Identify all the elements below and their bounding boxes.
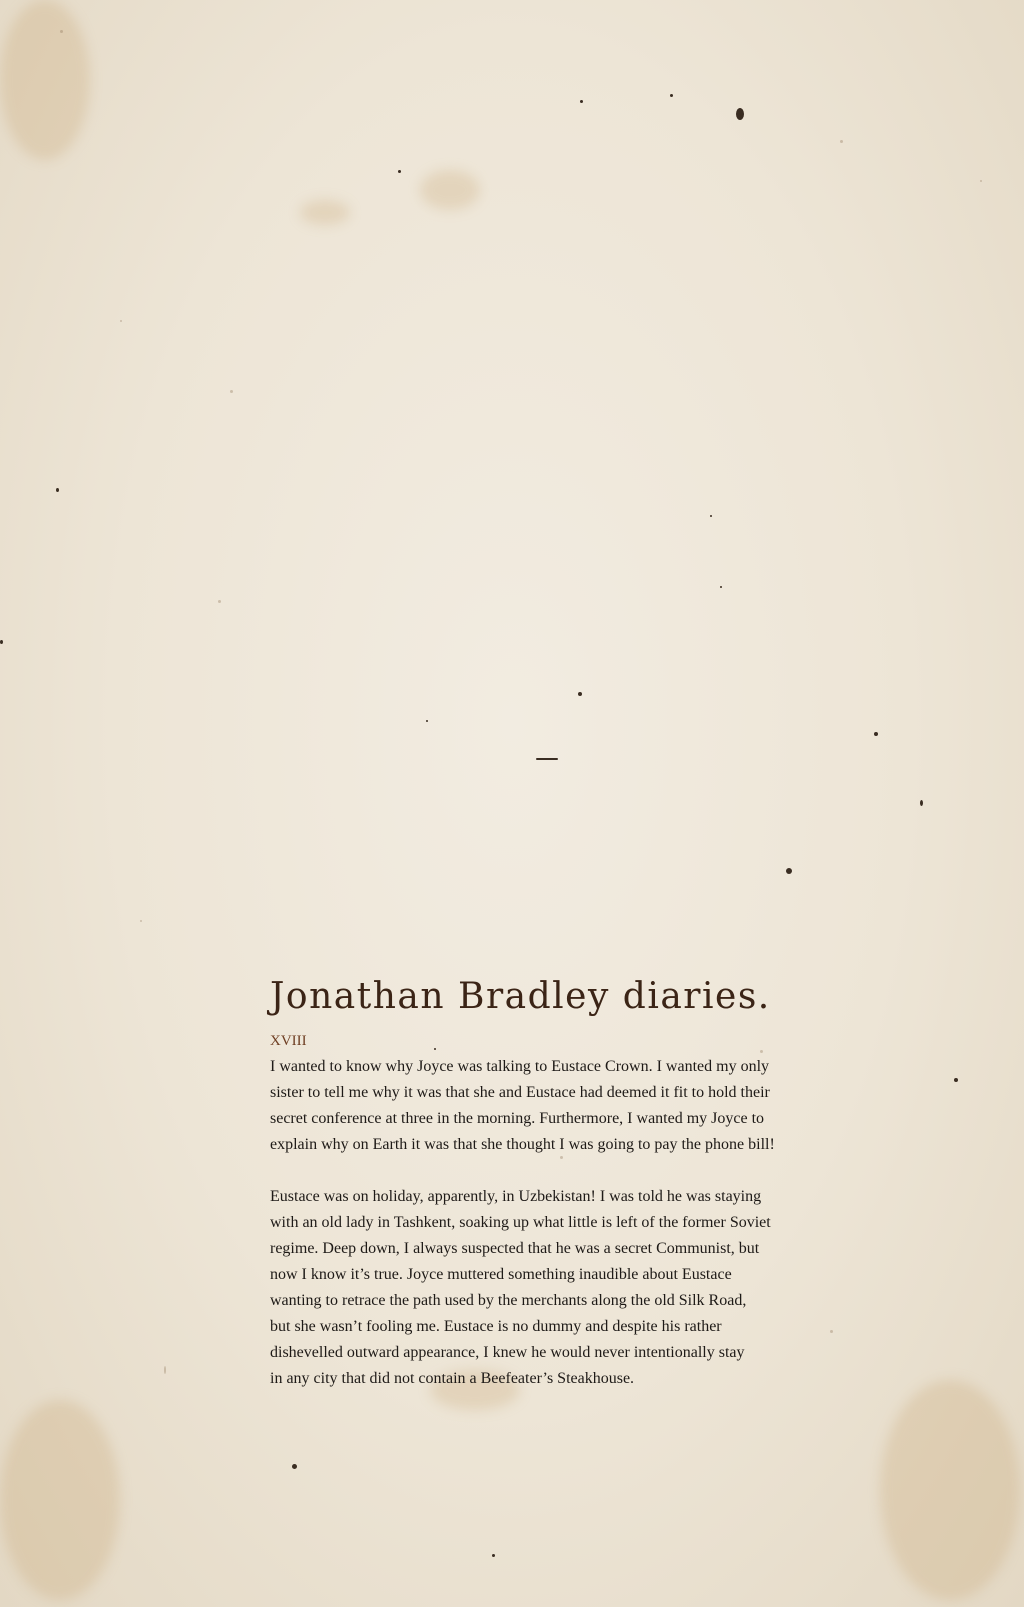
paper-grain xyxy=(120,320,122,322)
ink-speck xyxy=(398,170,401,173)
paper-stain xyxy=(420,170,480,210)
ink-speck xyxy=(786,868,792,874)
ink-speck xyxy=(670,94,673,97)
ink-speck xyxy=(492,1554,495,1557)
paragraph-line: wanting to retrace the path used by the merchants along the old Silk Road, xyxy=(270,1292,747,1310)
ink-speck xyxy=(920,800,923,806)
paper-grain xyxy=(164,1366,166,1374)
paragraph-line: regime. Deep down, I always suspected that he was a secret Communist, but xyxy=(270,1240,760,1258)
ink-speck xyxy=(536,758,558,760)
paper-grain xyxy=(840,140,843,143)
paragraph-2 xyxy=(270,1184,870,1392)
ink-speck xyxy=(0,640,3,644)
paragraph-line: dishevelled outward appearance, I knew he would never intentionally stay xyxy=(270,1344,745,1362)
ink-speck xyxy=(292,1464,297,1469)
paragraph-line: in any city that did not contain a Beefeater’s Steakhouse. xyxy=(270,1370,635,1388)
paper-stain xyxy=(0,0,90,160)
paper-grain xyxy=(218,600,221,603)
ink-speck xyxy=(426,720,428,722)
paragraph-line: now I know it’s true. Joyce muttered something inaudible about Eustace xyxy=(270,1266,732,1284)
paper-stain xyxy=(0,1400,120,1600)
ink-speck xyxy=(710,515,712,517)
paper-grain xyxy=(230,390,233,393)
paragraph-line: explain why on Earth it was that she thought I was going to pay the phone bill! xyxy=(270,1136,775,1154)
ink-speck xyxy=(56,488,59,492)
paragraph-line: with an old lady in Tashkent, soaking up what little is left of the former Soviet xyxy=(270,1214,771,1232)
paragraph-line: I wanted to know why Joyce was talking to Eustace Crown. I wanted my only xyxy=(270,1058,770,1076)
paragraph-line: secret conference at three in the morning. Furthermore, I wanted my Joyce to xyxy=(270,1110,765,1128)
ink-speck xyxy=(578,692,582,696)
paper-grain xyxy=(140,920,142,922)
entry-title: Jonathan Bradley diaries. xyxy=(270,976,771,1017)
paragraph-1 xyxy=(270,1054,870,1158)
ink-speck xyxy=(954,1078,958,1082)
ink-speck xyxy=(580,100,583,103)
paragraph-line: sister to tell me why it was that she and Eustace had deemed it fit to hold their xyxy=(270,1084,770,1102)
paragraph-line: Eustace was on holiday, apparently, in Uzbekistan! I was told he was staying xyxy=(270,1188,762,1206)
ink-speck xyxy=(736,108,744,120)
paper-grain xyxy=(60,30,63,33)
paper-grain xyxy=(980,180,982,182)
paper-stain xyxy=(300,200,350,225)
ink-speck xyxy=(720,586,722,588)
ink-speck xyxy=(874,732,878,736)
diary-entry xyxy=(270,975,870,1392)
paragraph-line: but she wasn’t fooling me. Eustace is no dummy and despite his rather xyxy=(270,1318,722,1336)
paper-stain xyxy=(880,1380,1020,1600)
chapter-number: XVIII xyxy=(270,1033,307,1050)
